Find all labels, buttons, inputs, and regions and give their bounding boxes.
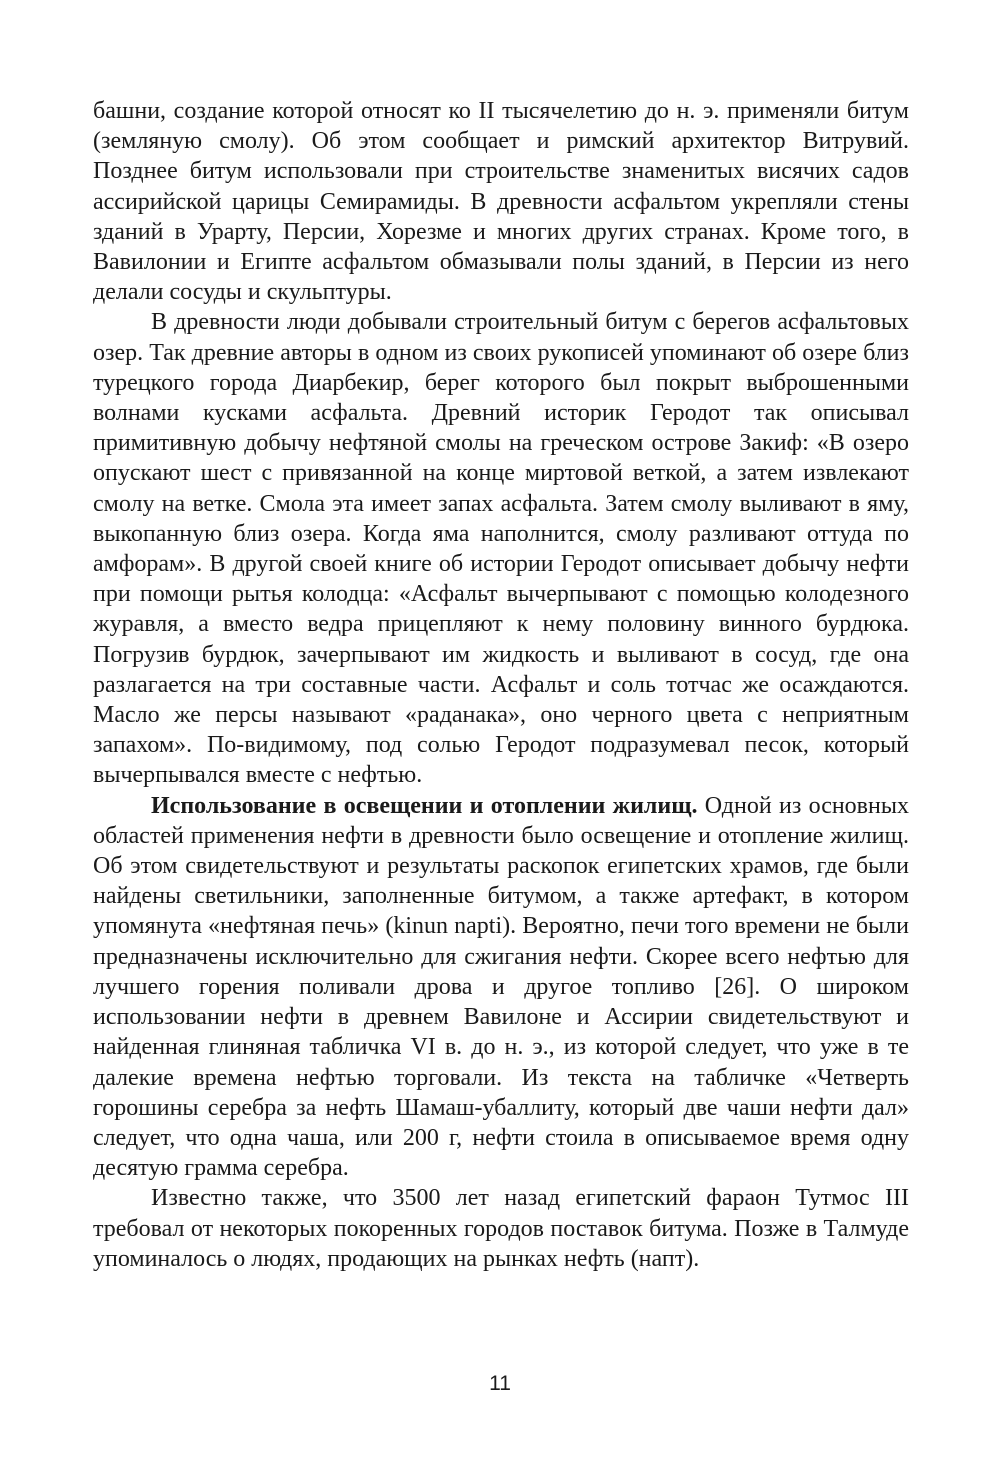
paragraph-3-text: Одной из основных областей применения нефти в древности было освещение и отопление жилищ. Об этом свидетельствуют и результаты раскопок египетских храмов, где были найдены светильники, заполненные битумом, а также артефакт, в котором упомянута «нефтяная печь» (kinun napti). Вероятно, печи того времени не были предназначены исключительно для сжигания нефти. Скорее всего нефтью для лучшего горения поливали дрова и другое топливо [26]. О широком использовании нефти в древнем Вавилоне и Ассирии свидетельствуют и найденная глиняная табличка VI в. до н. э., из которой следует, что уже в те далекие времена нефтью торговали. Из текста на табличке «Четверть горошины серебра за нефть Шамаш-убаллиту, который две чаши нефти дал» следует, что одна чаша, или 200 г, нефти стоила в описываемое время одну десятую грамма серебра.	[93, 792, 909, 1182]
paragraph-1	[93, 96, 909, 307]
paragraph-2	[93, 307, 909, 790]
paragraph-1-text: башни, создание которой относят ко II тысячелетию до н. э. применяли битум (земляную смолу). Об этом сообщает и римский архитектор Витрувий. Позднее битум использовали при строительстве знаменитых висячих садов ассирийской царицы Семирамиды. В древности асфальтом укрепляли стены зданий в Урарту, Персии, Хорезме и многих других странах. Кроме того, в Вавилонии и Египте асфальтом обмазывали полы зданий, в Персии из него делали сосуды и скульптуры.	[93, 98, 909, 306]
page-number: 11	[489, 1372, 511, 1395]
paragraph-2-text: В древности люди добывали строительный битум с берегов асфальтовых озер. Так древние авторы в одном из своих рукописей упоминают об озере близ турецкого города Диарбекир, берег которого был покрыт выброшенными волнами кусками асфальта. Древний историк Геродот так описывал примитивную добычу нефтяной смолы на греческом острове Закиф: «В озеро опускают шест с привязанной на конце миртовой веткой, а затем извлекают смолу на ветке. Смола эта имеет запах асфальта. Затем смолу выливают в яму, выкопанную близ озера. Когда яма наполнится, смолу разливают оттуда по амфорам». В другой своей книге об истории Геродот описывает добычу нефти при помощи рытья колодца: «Асфальт вычерпывают с помощью колодезного журавля, а вместо ведра прицепляют к нему половину винного бурдюка. Погрузив бурдюк, зачерпывают им жидкость и выливают в сосуд, где она разлагается на три составные части. Асфальт и соль тотчас же осаждаются. Масло же персы называют «раданака», оно черного цвета с неприятным запахом». По-видимому, под солью Геродот подразумевал песок, который вычерпывался вместе с нефтью.	[93, 309, 909, 789]
paragraph-4	[93, 1183, 909, 1274]
page-body	[93, 96, 909, 1274]
paragraph-3	[93, 791, 909, 1184]
paragraph-4-text: Известно также, что 3500 лет назад египетский фараон Тутмос III требовал от некоторых покоренных городов поставок битума. Позже в Талмуде упоминалось о людях, продающих на рынках нефть (напт).	[93, 1185, 909, 1272]
paragraph-3-heading: Использование в освещении и отоплении жилищ.	[151, 792, 698, 819]
